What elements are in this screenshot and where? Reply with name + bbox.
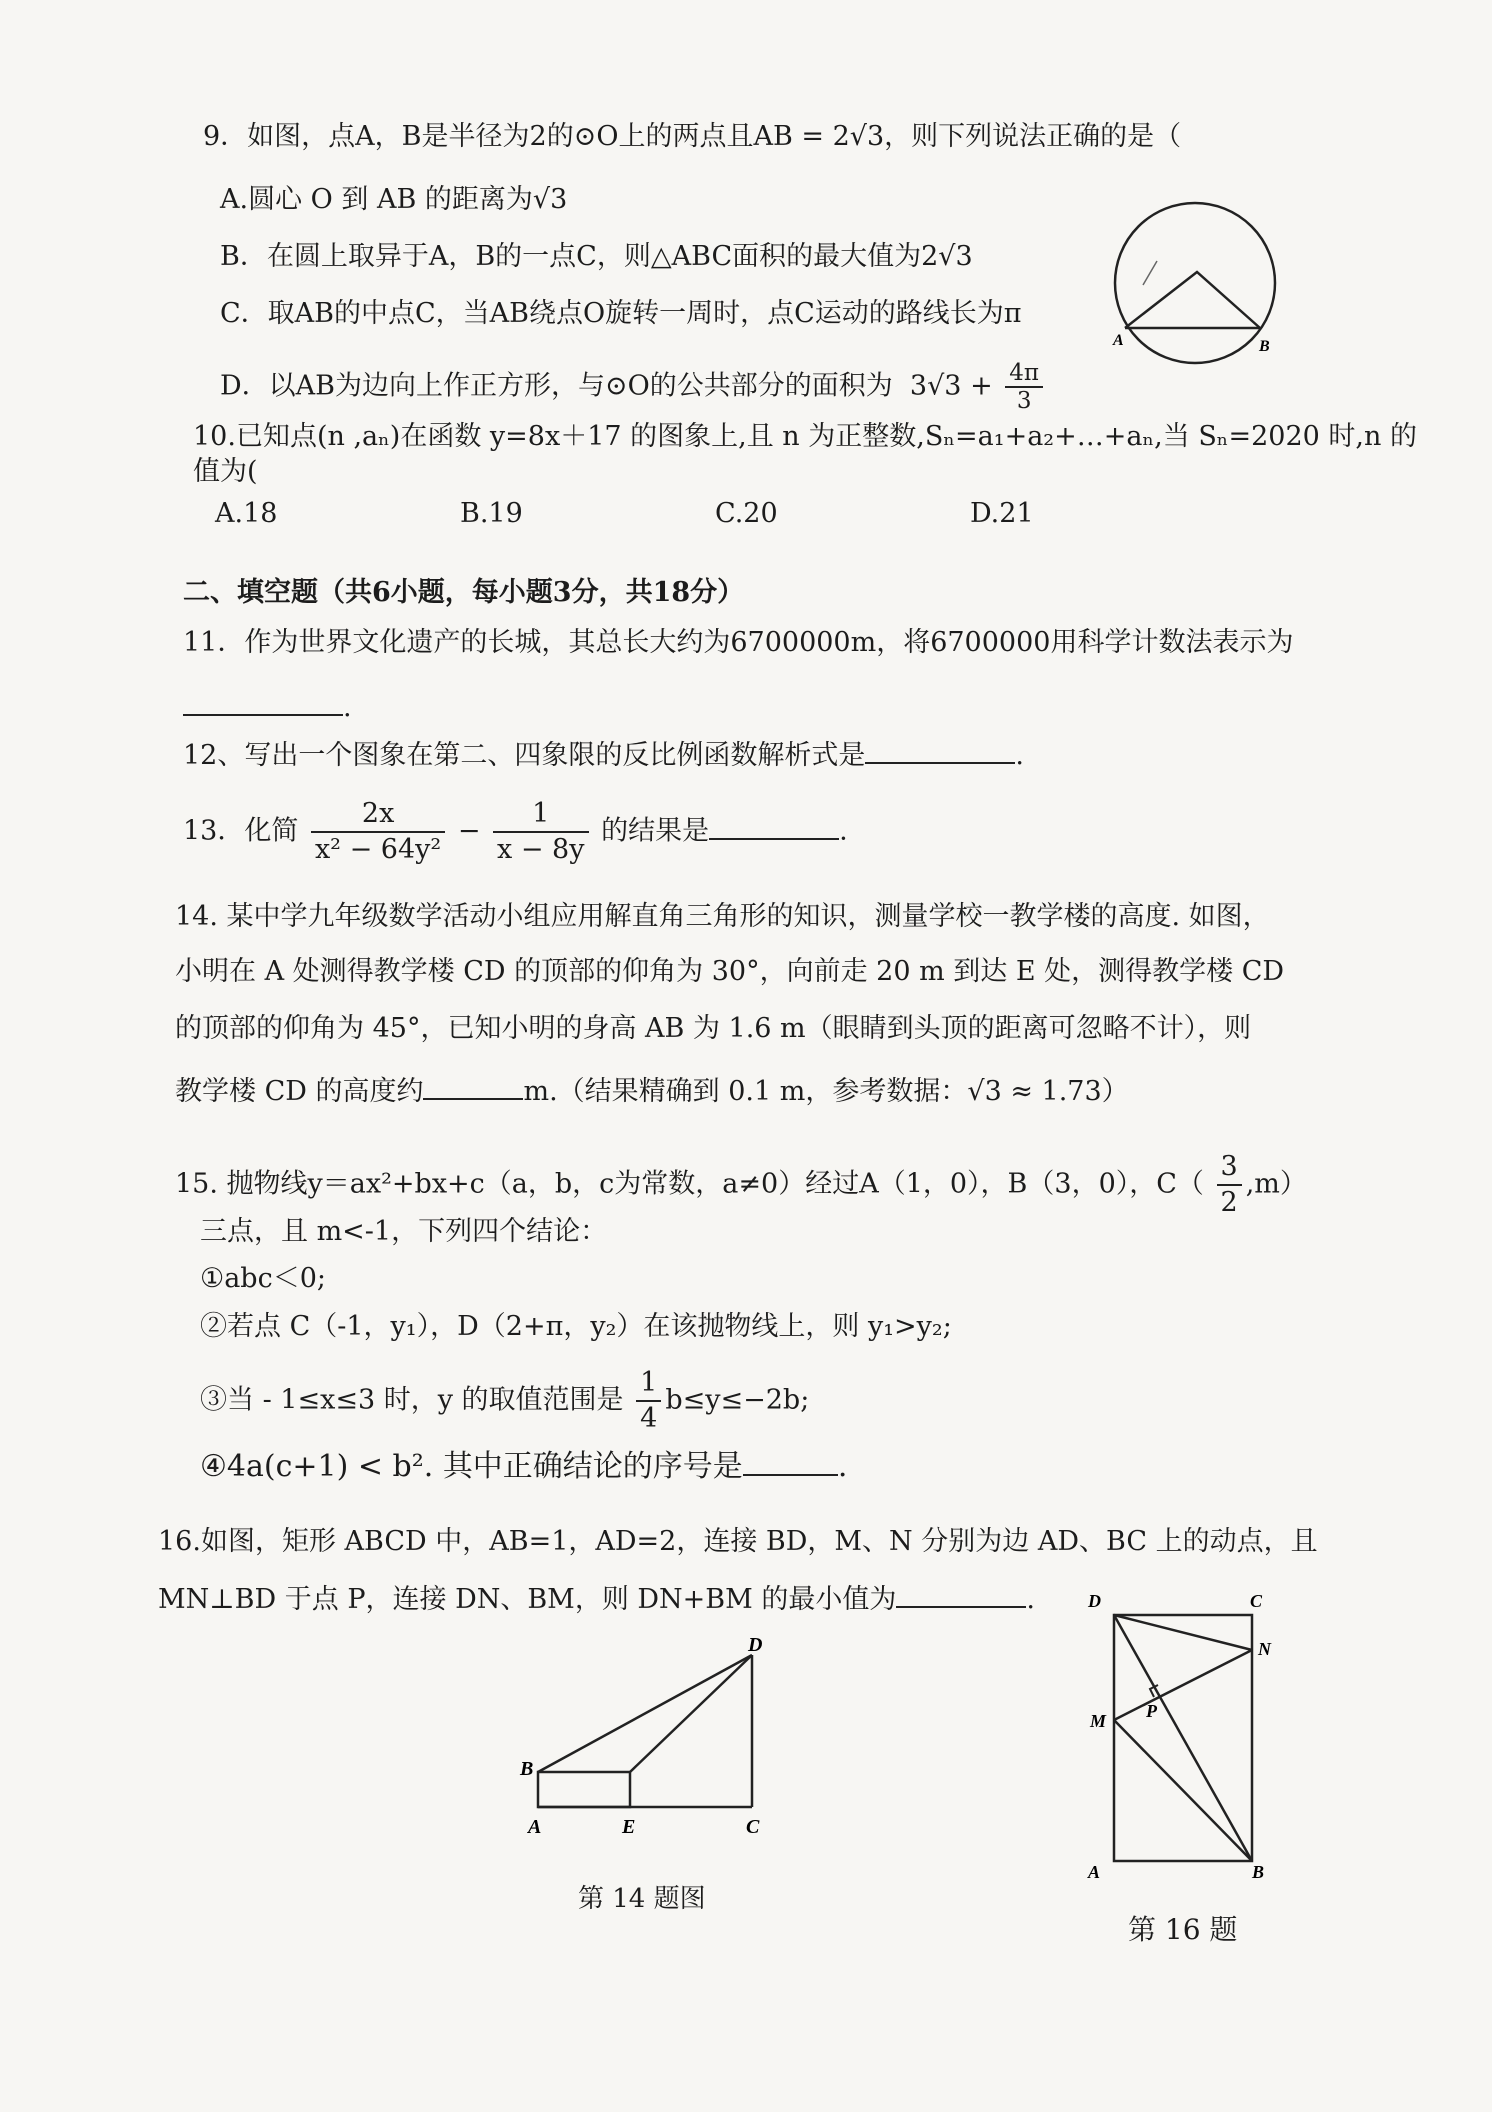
q14-line-4 bbox=[175, 1072, 1129, 1109]
fig14-label-e: E bbox=[622, 1816, 636, 1838]
q13-f1-num: 2x bbox=[311, 797, 445, 833]
q13-line bbox=[183, 797, 848, 867]
q15-conclusion-1: ①abc＜0; bbox=[200, 1263, 326, 1294]
q9-stem: 9．如图，点A，B是半径为2的⊙O上的两点且AB = 2√3，则下列说法正确的是（ bbox=[203, 121, 1182, 152]
q13-end: . bbox=[839, 815, 848, 847]
q15-line-1 bbox=[175, 1150, 1307, 1220]
q14-line-1: 14. 某中学九年级数学活动小组应用解直角三角形的知识，测量学校一教学楼的高度. 如图， bbox=[175, 901, 1270, 932]
q13-minus: − bbox=[457, 815, 481, 847]
q10-option-a: A.18 bbox=[215, 498, 278, 529]
q11-blank[interactable] bbox=[183, 688, 343, 716]
q14-blank[interactable] bbox=[423, 1072, 523, 1100]
q16-line-2 bbox=[158, 1580, 1035, 1617]
figure-14 bbox=[510, 1635, 770, 1860]
segment-mn bbox=[1114, 1650, 1252, 1720]
q10-stem: 10.已知点(n ,aₙ)在函数 y=8x＋17 的图象上,且 n 为正整数,Sₙ=a₁+a₂+…+aₙ,当 Sₙ=2020 时,n 的 bbox=[193, 421, 1417, 452]
q10-stem-cont: 值为( bbox=[193, 456, 258, 487]
q13-fraction-2 bbox=[493, 797, 588, 867]
q16-blank[interactable] bbox=[896, 1580, 1026, 1608]
fig16-label-c: C bbox=[1250, 1591, 1263, 1611]
figure-16-caption: 第 16 题 bbox=[1128, 1913, 1238, 1946]
q15-c3-fraction bbox=[636, 1366, 661, 1436]
q9-option-d bbox=[220, 360, 1047, 414]
q9-circle-figure bbox=[1095, 195, 1295, 370]
q15-c3-den: 4 bbox=[640, 1403, 658, 1434]
q13-f1-den: x² − 64y² bbox=[314, 834, 442, 865]
q9-option-c: C．取AB的中点C，当AB绕点O旋转一周时，点C运动的路线长为π bbox=[220, 298, 1022, 329]
q15-c-num: 3 bbox=[1217, 1150, 1242, 1186]
q15-conclusion-4 bbox=[200, 1448, 847, 1484]
q15-text-b: ,m） bbox=[1245, 1168, 1307, 1200]
q11-end: . bbox=[343, 692, 352, 723]
fig16-label-m: M bbox=[1090, 1711, 1107, 1731]
fig16-label-b: B bbox=[1252, 1862, 1265, 1882]
q9-option-d-fraction bbox=[1005, 360, 1043, 414]
q11-text: 11．作为世界文化遗产的长城，其总长大约为6700000m，将6700000用科学计数法表示为 bbox=[183, 627, 1294, 658]
q12-end: . bbox=[1015, 740, 1024, 771]
q13-blank[interactable] bbox=[709, 812, 839, 840]
q15-conclusion-2: ②若点 C（-1，y₁），D（2+π，y₂）在该抛物线上，则 y₁>y₂; bbox=[200, 1311, 952, 1342]
q15-c4-end: . bbox=[837, 1449, 848, 1484]
q10-option-d: D.21 bbox=[970, 498, 1034, 529]
q15-c-fraction bbox=[1217, 1150, 1242, 1220]
fig16-label-n: N bbox=[1258, 1639, 1271, 1659]
q15-line-2: 三点，且 m<-1，下列四个结论： bbox=[200, 1216, 608, 1247]
sightline-e bbox=[630, 1655, 752, 1772]
observer-box bbox=[538, 1772, 630, 1807]
q9-label-b: B bbox=[1259, 338, 1270, 355]
q11-answer bbox=[183, 688, 352, 725]
q13-f2-num: 1 bbox=[493, 797, 588, 833]
q9-label-a: A bbox=[1113, 332, 1124, 349]
fig14-label-b: B bbox=[520, 1758, 534, 1780]
section-heading: 二、填空题（共6小题，每小题3分，共18分） bbox=[183, 577, 745, 608]
fig14-label-a: A bbox=[528, 1816, 542, 1838]
q14-line-3: 的顶部的仰角为 45°，已知小明的身高 AB 为 1.6 m（眼睛到头顶的距离可忽略不计），则 bbox=[175, 1013, 1252, 1044]
fig14-label-c: C bbox=[746, 1816, 760, 1838]
q15-c3-text-b: b≤y≤−2b; bbox=[665, 1384, 810, 1416]
q15-blank[interactable] bbox=[743, 1448, 838, 1476]
fig16-label-d: D bbox=[1088, 1591, 1101, 1611]
q14-text-a: 教学楼 CD 的高度约 bbox=[175, 1076, 424, 1107]
pencil-mark bbox=[1143, 261, 1157, 285]
q13-suffix: 的结果是 bbox=[601, 815, 710, 847]
figure-14-caption: 第 14 题图 bbox=[578, 1884, 706, 1914]
q9-d-frac-den: 3 bbox=[1016, 388, 1032, 414]
q14-text-b: m.（结果精确到 0.1 m，参考数据：√3 ≈ 1.73） bbox=[523, 1076, 1129, 1107]
q12-blank[interactable] bbox=[865, 736, 1015, 764]
q12-line bbox=[183, 736, 1024, 773]
q15-c3-text-a: ③当 - 1≤x≤3 时，y 的取值范围是 bbox=[200, 1384, 624, 1416]
q15-c3-num: 1 bbox=[636, 1366, 661, 1402]
q13-prefix: 13．化简 bbox=[183, 815, 299, 847]
q16-end: . bbox=[1026, 1584, 1035, 1615]
sightline-b bbox=[538, 1655, 752, 1772]
q10-option-c: C.20 bbox=[715, 498, 778, 529]
segment-dn bbox=[1114, 1615, 1252, 1650]
q15-conclusion-3 bbox=[200, 1366, 809, 1436]
q16-text: MN⊥BD 于点 P，连接 DN、BM，则 DN+BM 的最小值为 bbox=[158, 1584, 897, 1615]
q13-f2-den: x − 8y bbox=[497, 834, 585, 865]
q9-d-frac-num: 4π bbox=[1005, 360, 1043, 388]
fig16-label-p: P bbox=[1146, 1701, 1157, 1721]
q9-option-d-text: D．以AB为边向上作正方形，与⊙O的公共部分的面积为 bbox=[220, 370, 893, 402]
q15-text-a: 15. 抛物线y＝ax²+bx+c（a，b，c为常数，a≠0）经过A（1，0），B（3，0），C（ bbox=[175, 1168, 1204, 1200]
fig14-label-d: D bbox=[748, 1635, 763, 1656]
q16-line-1: 16.如图，矩形 ABCD 中，AB=1，AD=2，连接 BD，M、N 分别为边 AD、BC 上的动点，且 bbox=[158, 1526, 1318, 1557]
circle-o bbox=[1115, 203, 1275, 363]
q14-line-2: 小明在 A 处测得教学楼 CD 的顶部的仰角为 30°，向前走 20 m 到达 E 处，测得教学楼 CD bbox=[175, 956, 1285, 987]
q15-c4-text: ④4a(c+1) < b². 其中正确结论的序号是 bbox=[200, 1449, 743, 1484]
q13-fraction-1 bbox=[311, 797, 445, 867]
q9-option-b: B．在圆上取异于A，B的一点C，则△ABC面积的最大值为2√3 bbox=[220, 241, 973, 272]
q15-c-den: 2 bbox=[1220, 1187, 1238, 1218]
q9-option-d-expr: 3√3 + bbox=[909, 370, 993, 402]
diagonal-bd bbox=[1114, 1615, 1252, 1861]
q10-option-b: B.19 bbox=[460, 498, 523, 529]
fig16-label-a: A bbox=[1088, 1862, 1101, 1882]
q12-text: 12、写出一个图象在第二、四象限的反比例函数解析式是 bbox=[183, 740, 866, 771]
segment-bm bbox=[1114, 1720, 1252, 1861]
figure-16 bbox=[1080, 1585, 1280, 1885]
q9-option-a: A.圆心 O 到 AB 的距离为√3 bbox=[220, 184, 568, 215]
